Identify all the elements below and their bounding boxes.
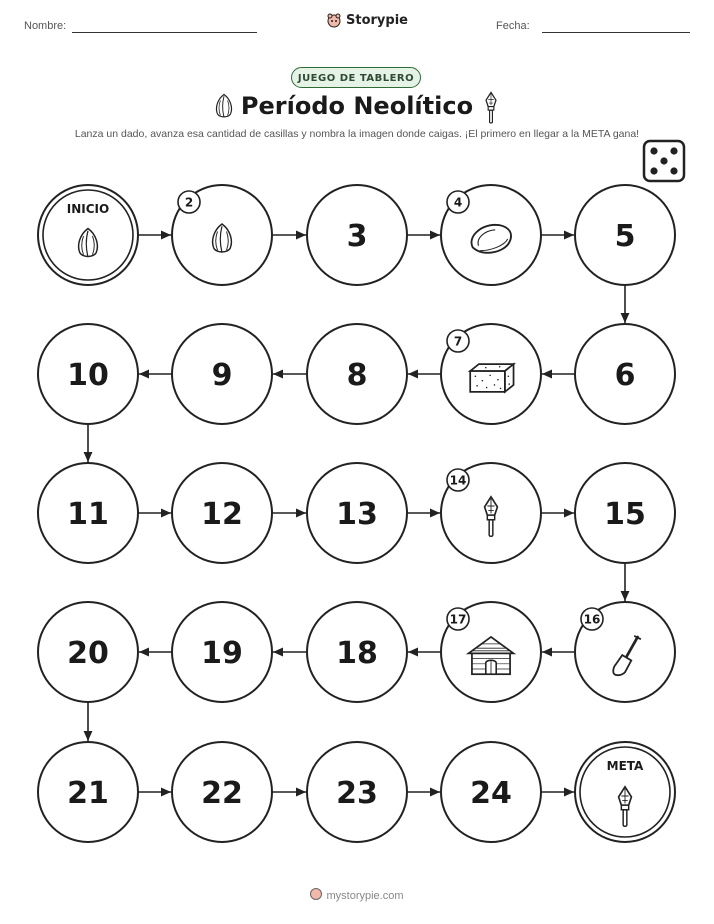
goal-space bbox=[575, 742, 675, 842]
space-number: 9 bbox=[211, 358, 233, 393]
space-number-badge bbox=[447, 469, 469, 491]
space-number: 7 bbox=[453, 334, 463, 349]
space-number: 4 bbox=[453, 195, 463, 210]
start-space bbox=[38, 185, 138, 285]
brand-name: Storypie bbox=[346, 12, 408, 28]
space-number-badge bbox=[581, 608, 603, 630]
board-space bbox=[172, 463, 272, 563]
board-space bbox=[575, 463, 675, 563]
title-stone-spear-icon bbox=[486, 92, 496, 122]
space-number: 14 bbox=[449, 473, 467, 488]
die-icon bbox=[644, 141, 684, 181]
die-pip bbox=[660, 157, 667, 164]
space-number: 2 bbox=[184, 195, 194, 210]
footer bbox=[0, 888, 714, 902]
board-space bbox=[575, 324, 675, 424]
board-space bbox=[172, 742, 272, 842]
board-space bbox=[307, 602, 407, 702]
space-number: 3 bbox=[346, 219, 368, 254]
board-space bbox=[307, 185, 407, 285]
space-number: 6 bbox=[614, 358, 636, 393]
space-number: 20 bbox=[67, 636, 109, 671]
board-space bbox=[441, 324, 541, 424]
board-space bbox=[441, 602, 541, 702]
name-label: Nombre: bbox=[24, 20, 67, 32]
space-number-badge bbox=[178, 191, 200, 213]
board-space bbox=[38, 463, 138, 563]
space-number: 10 bbox=[67, 358, 109, 393]
space-number: 11 bbox=[67, 497, 109, 532]
board-space bbox=[575, 185, 675, 285]
die-pip bbox=[650, 167, 657, 174]
page-title: Período Neolítico bbox=[240, 92, 474, 120]
die-pip bbox=[670, 167, 677, 174]
goal-label: META bbox=[606, 759, 644, 773]
mud-brick-icon bbox=[470, 364, 513, 392]
space-number: 5 bbox=[614, 219, 636, 254]
board-space bbox=[441, 185, 541, 285]
space-number-badge bbox=[447, 330, 469, 352]
footer-url: mystorypie.com bbox=[326, 890, 404, 902]
instructions: Lanza un dado, avanza esa cantidad de casillas y nombra la imagen donde caigas. ¡El primero en llegar a la META gana! bbox=[74, 128, 640, 140]
board-space bbox=[307, 742, 407, 842]
space-number: 18 bbox=[336, 636, 378, 671]
space-number: 23 bbox=[336, 776, 378, 811]
board-space bbox=[38, 324, 138, 424]
space-number: 13 bbox=[336, 497, 378, 532]
board-space bbox=[441, 742, 541, 842]
space-number-badge bbox=[447, 191, 469, 213]
board-space bbox=[38, 742, 138, 842]
space-number-badge bbox=[447, 608, 469, 630]
die-pip bbox=[670, 147, 677, 154]
die-pip bbox=[650, 147, 657, 154]
title-seed-icon bbox=[216, 95, 231, 118]
space-number: 15 bbox=[604, 497, 646, 532]
board-space bbox=[307, 324, 407, 424]
board-space bbox=[575, 602, 675, 702]
board-space bbox=[441, 463, 541, 563]
footer-mascot-icon bbox=[310, 888, 322, 900]
game-type-badge: JUEGO DE TABLERO bbox=[291, 67, 421, 88]
space-number: 8 bbox=[346, 358, 368, 393]
space-number: 16 bbox=[583, 612, 601, 627]
space-number: 21 bbox=[67, 776, 109, 811]
board-space bbox=[172, 185, 272, 285]
date-label: Fecha: bbox=[496, 20, 530, 32]
start-label: INICIO bbox=[66, 202, 110, 216]
space-number: 22 bbox=[201, 776, 243, 811]
space-number: 24 bbox=[470, 776, 512, 811]
space-number: 17 bbox=[449, 612, 467, 627]
board-space bbox=[307, 463, 407, 563]
board-space bbox=[38, 602, 138, 702]
board-space bbox=[172, 602, 272, 702]
space-number: 19 bbox=[201, 636, 243, 671]
board-space bbox=[172, 324, 272, 424]
space-number: 12 bbox=[201, 497, 243, 532]
